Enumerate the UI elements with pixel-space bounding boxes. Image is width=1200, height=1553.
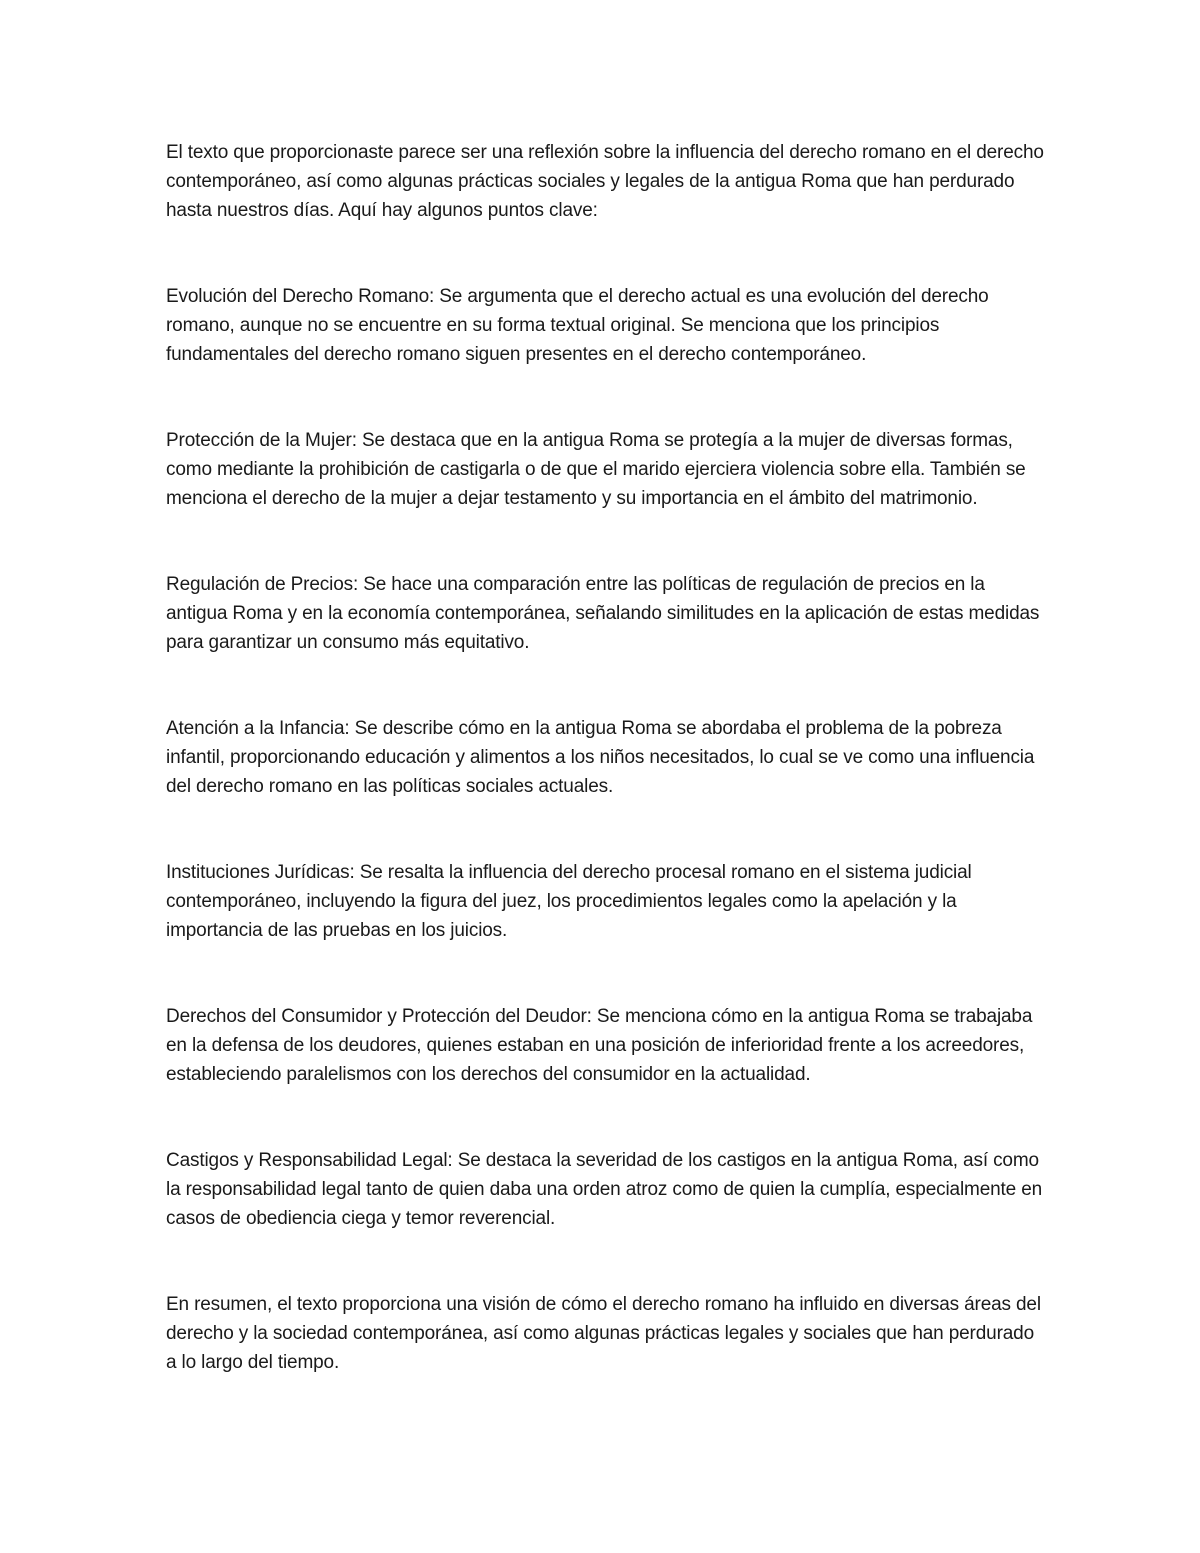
- paragraph-castigos-responsabilidad: Castigos y Responsabilidad Legal: Se destaca la severidad de los castigos en la antigua Roma, así como la responsabilidad legal tanto de quien daba una orden atroz como de quien la cumplía, especialmente en casos de obediencia ciega y temor reverencial.: [166, 1150, 1043, 1229]
- paragraph-derechos-consumidor: Derechos del Consumidor y Protección del Deudor: Se menciona cómo en la antigua Roma se trabajaba en la defensa de los deudores, quienes estaban en una posición de inferioridad frente a los acreedores, estableciendo paralelismos con los derechos del consumidor en la actualidad.: [166, 1006, 1033, 1085]
- summary-paragraph: En resumen, el texto proporciona una visión de cómo el derecho romano ha influido en diversas áreas del derecho y la sociedad contemporánea, así como algunas prácticas legales y sociales que han perdurado a lo largo del tiempo.: [166, 1294, 1041, 1373]
- paragraph-proteccion-mujer: Protección de la Mujer: Se destaca que en la antigua Roma se protegía a la mujer de diversas formas, como mediante la prohibición de castigarla o de que el marido ejerciera violencia sobre ella. También se menciona el derecho de la mujer a dejar testamento y su importancia en el ámbito del matrimonio.: [166, 430, 1026, 509]
- paragraph-atencion-infancia: Atención a la Infancia: Se describe cómo en la antigua Roma se abordaba el problema de la pobreza infantil, proporcionando educación y alimentos a los niños necesitados, lo cual se ve como una influencia del derecho romano en las políticas sociales actuales.: [166, 718, 1035, 797]
- document-body: [166, 138, 1046, 1377]
- paragraph-instituciones-juridicas: Instituciones Jurídicas: Se resalta la influencia del derecho procesal romano en el sistema judicial contemporáneo, incluyendo la figura del juez, los procedimientos legales como la apelación y la importancia de las pruebas en los juicios.: [166, 862, 972, 941]
- paragraph-regulacion-precios: Regulación de Precios: Se hace una comparación entre las políticas de regulación de precios en la antigua Roma y en la economía contemporánea, señalando similitudes en la aplicación de estas medidas para garantizar un consumo más equitativo.: [166, 574, 1040, 653]
- intro-paragraph: El texto que proporcionaste parece ser una reflexión sobre la influencia del derecho romano en el derecho contemporáneo, así como algunas prácticas sociales y legales de la antigua Roma que han perdurado hasta nuestros días. Aquí hay algunos puntos clave:: [166, 142, 1044, 221]
- paragraph-evolucion-derecho-romano: Evolución del Derecho Romano: Se argumenta que el derecho actual es una evolución del derecho romano, aunque no se encuentre en su forma textual original. Se menciona que los principios fundamentales del derecho romano siguen presentes en el derecho contemporáneo.: [166, 286, 989, 365]
